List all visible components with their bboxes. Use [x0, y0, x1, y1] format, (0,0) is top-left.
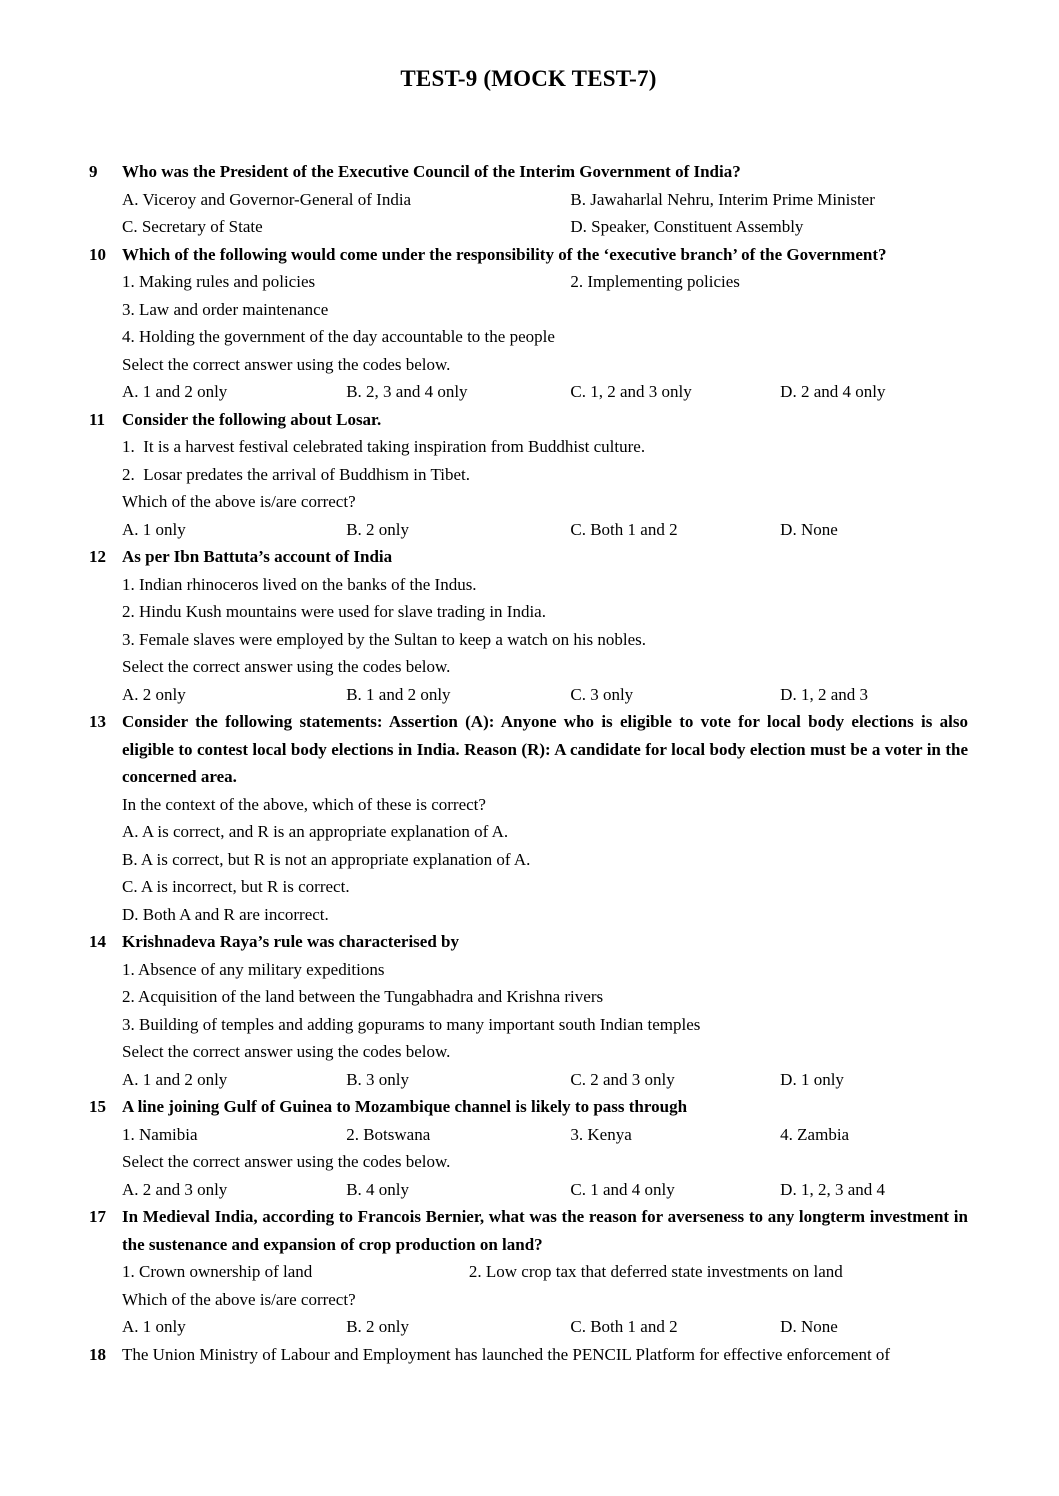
option-cell: D. None: [780, 1317, 838, 1336]
question-line: 2. Hindu Kush mountains were used for slave trading in India.: [122, 602, 546, 621]
question-number: 14: [89, 932, 106, 951]
question-text: The Union Ministry of Labour and Employment has launched the PENCIL Platform for effective enforcement of: [122, 1344, 891, 1364]
question-text: Krishnadeva Raya’s rule was characterised by: [122, 932, 459, 951]
option-cell: A. 2 and 3 only: [122, 1179, 228, 1199]
option-cell: B. 3 only: [346, 1069, 409, 1089]
question-text: Consider the following about Losar.: [122, 409, 382, 429]
question-line: 2. Acquisition of the land between the Tungabhadra and Krishna rivers: [122, 987, 604, 1006]
option-row: [122, 1258, 968, 1286]
question-item: [89, 241, 968, 406]
question-line: D. Both A and R are incorrect.: [122, 904, 329, 924]
question-number: 15: [89, 1097, 106, 1116]
question-body: [122, 406, 968, 544]
question-line: 3. Female slaves were employed by the Sultan to keep a watch on his nobles.: [122, 629, 647, 649]
question-body: [122, 928, 968, 1093]
option-cell: 3. Kenya: [570, 1124, 632, 1144]
option-cell: 2. Implementing policies: [570, 272, 740, 291]
question-number: 11: [89, 409, 106, 429]
option-cell: C. Both 1 and 2: [570, 519, 678, 539]
question-number: 18: [89, 1344, 106, 1364]
question-line: Which of the above is/are correct?: [122, 492, 356, 511]
question-body: [122, 1341, 968, 1369]
option-row: [122, 1313, 968, 1341]
question-text: In Medieval India, according to Francois Bernier, what was the reason for averseness to any longterm investment in the sustenance and expansion of crop production on land?: [122, 1207, 968, 1254]
option-cell: D. None: [780, 519, 838, 539]
option-cell: A. 1 only: [122, 519, 186, 539]
question-text: A line joining Gulf of Guinea to Mozambique channel is likely to pass through: [122, 1097, 688, 1116]
question-line: 2. Losar predates the arrival of Buddhism in Tibet.: [122, 464, 470, 484]
questions: [89, 158, 968, 1368]
question-item: [89, 1093, 968, 1203]
question-number: 17: [89, 1207, 106, 1226]
question-line: In the context of the above, which of these is correct?: [122, 794, 486, 814]
option-row: [122, 516, 968, 544]
option-cell: D. Speaker, Constituent Assembly: [570, 217, 804, 236]
option-row: [122, 268, 968, 296]
option-cell: D. 2 and 4 only: [780, 382, 886, 401]
question-text: Who was the President of the Executive Council of the Interim Government of India?: [122, 162, 741, 181]
option-cell: 2. Low crop tax that deferred state investments on land: [468, 1262, 843, 1281]
option-cell: C. 1, 2 and 3 only: [570, 382, 692, 401]
question-item: [89, 543, 968, 708]
question-item: [89, 406, 968, 544]
question-line: 3. Building of temples and adding gopurams to many important south Indian temples: [122, 1014, 701, 1034]
question-body: [122, 1093, 968, 1203]
option-cell: B. Jawaharlal Nehru, Interim Prime Minister: [570, 189, 875, 209]
question-text: As per Ibn Battuta’s account of India: [122, 547, 393, 566]
option-cell: A. 2 only: [122, 684, 186, 704]
option-cell: A. 1 and 2 only: [122, 382, 228, 401]
option-cell: 2. Botswana: [346, 1124, 431, 1144]
option-cell: 1. Crown ownership of land: [122, 1262, 313, 1281]
option-cell: B. 1 and 2 only: [346, 684, 451, 704]
question-line: 4. Holding the government of the day accountable to the people: [122, 327, 555, 346]
question-line: Select the correct answer using the codes below.: [122, 354, 451, 374]
question-number: 13: [89, 712, 106, 731]
option-cell: D. 1, 2 and 3: [780, 684, 868, 704]
question-line: Select the correct answer using the codes below.: [122, 1042, 451, 1061]
question-line: 1. It is a harvest festival celebrated taking inspiration from Buddhist culture.: [122, 437, 646, 456]
option-cell: D. 1, 2, 3 and 4: [780, 1179, 885, 1199]
option-row: [122, 213, 968, 241]
option-row: [122, 1121, 968, 1149]
option-cell: C. Secretary of State: [122, 217, 263, 236]
option-cell: C. 2 and 3 only: [570, 1069, 675, 1089]
option-cell: A. 1 and 2 only: [122, 1069, 228, 1089]
option-cell: 1. Making rules and policies: [122, 272, 316, 291]
question-line: 1. Indian rhinoceros lived on the banks of the Indus.: [122, 574, 477, 594]
option-cell: C. Both 1 and 2: [570, 1317, 678, 1336]
option-cell: C. 1 and 4 only: [570, 1179, 675, 1199]
option-row: [122, 1066, 968, 1094]
question-item: [89, 1341, 968, 1369]
question-line: Which of the above is/are correct?: [122, 1289, 356, 1309]
question-body: [122, 158, 968, 241]
question-body: [122, 708, 968, 928]
question-text: Which of the following would come under the responsibility of the ‘executive branch’ of the Government?: [122, 244, 887, 264]
question-line: Select the correct answer using the codes below.: [122, 1152, 451, 1171]
question-line: B. A is correct, but R is not an appropriate explanation of A.: [122, 849, 531, 869]
option-cell: B. 2, 3 and 4 only: [346, 382, 468, 401]
option-cell: B. 2 only: [346, 1317, 409, 1336]
question-body: [122, 1203, 968, 1341]
option-row: [122, 681, 968, 709]
question-line: A. A is correct, and R is an appropriate explanation of A.: [122, 822, 509, 841]
question-body: [122, 241, 968, 406]
question-number: 12: [89, 547, 106, 566]
question-line: C. A is incorrect, but R is correct.: [122, 877, 350, 896]
question-item: [89, 158, 968, 241]
option-cell: 1. Namibia: [122, 1124, 198, 1144]
question-body: [122, 543, 968, 708]
option-row: [122, 1176, 968, 1204]
question-line: 1. Absence of any military expeditions: [122, 959, 385, 979]
question-item: [89, 708, 968, 928]
option-cell: B. 2 only: [346, 519, 409, 539]
option-cell: A. 1 only: [122, 1317, 186, 1336]
question-number: 10: [89, 244, 106, 264]
question-item: [89, 928, 968, 1093]
option-cell: 4. Zambia: [780, 1124, 850, 1144]
question-line: 3. Law and order maintenance: [122, 299, 329, 319]
question-line: Select the correct answer using the codes below.: [122, 657, 451, 676]
option-row: [122, 186, 968, 214]
question-item: [89, 1203, 968, 1341]
question-number: 9: [89, 162, 98, 181]
page-title: TEST-9 (MOCK TEST-7): [400, 66, 657, 91]
option-row: [122, 378, 968, 406]
option-cell: A. Viceroy and Governor-General of India: [122, 189, 412, 209]
option-cell: D. 1 only: [780, 1069, 844, 1089]
option-cell: B. 4 only: [346, 1179, 409, 1199]
option-cell: C. 3 only: [570, 684, 634, 704]
question-text: Consider the following statements: Assertion (A): Anyone who is eligible to vote for local body elections is also eligible to contest local body elections in India. Reason (R): A candidate for local body election must be a voter in the concerned area.: [122, 712, 968, 786]
